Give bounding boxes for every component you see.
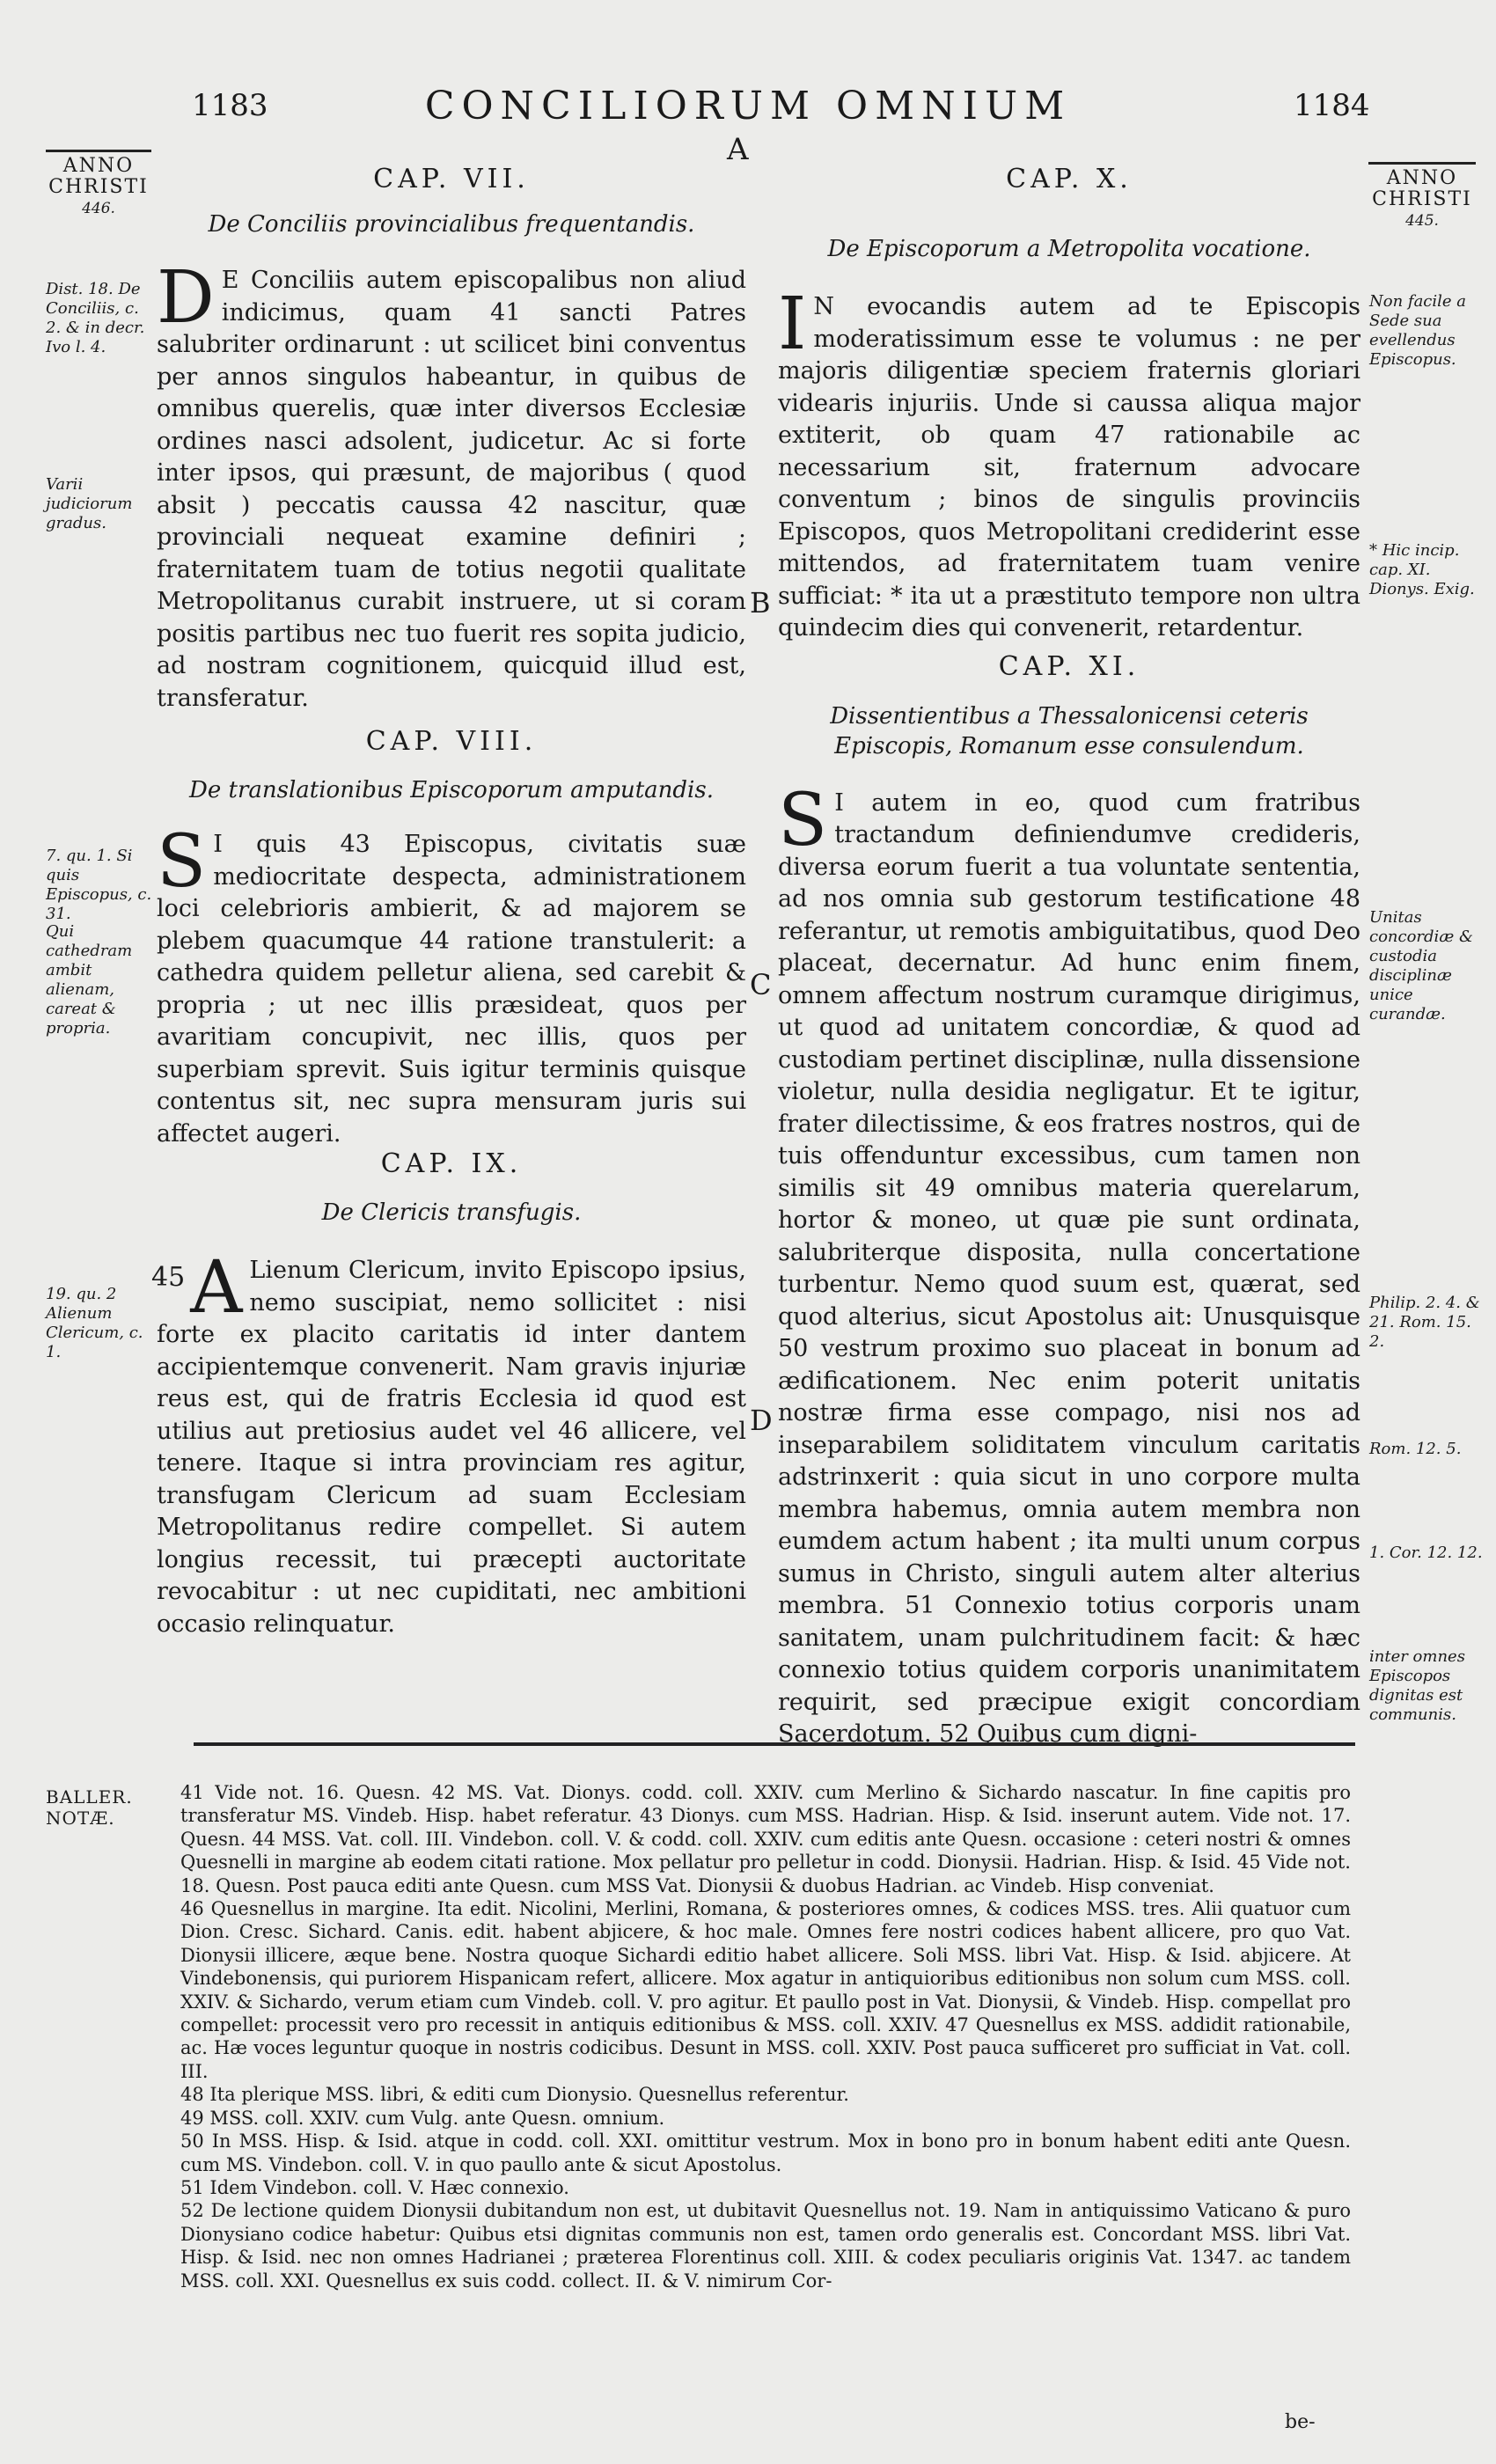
margin-note-left-1: Dist. 18. De Conciliis, c. 2. & in decr. Ivo l. 4. [46, 280, 145, 356]
cap10-heading: CAP. X. [1006, 164, 1133, 194]
cap9-initial: A [190, 1246, 243, 1330]
cap8-text: S I quis 43 Episcopus, civitatis suæ mediocritate despecta, administrationem loci celebrioris ambierit, & ad majorem se plebem quacumque 44 ratione transtulerit: a cathedra quidem pelletur aliena, sed carebit & propria ; ut nec illis præsideat, quos per avaritiam concupivit, nec illis, quos per superbiam sprevit. Suis igitur terminis quisque contentus sit, nec supra mensuram juris sui affectet augeri. [157, 820, 746, 1148]
page-number-right: 1184 [1294, 88, 1370, 123]
footnote-paragraph: 50 In MSS. Hisp. & Isid. atque in codd. coll. XXI. omittitur vestrum. Mox in bono pro in bonum habent editi ante Quesn. cum MS. Vindebon. coll. V. in quo paullo ante & sicut Apostolus. [180, 2130, 1351, 2175]
footnote-paragraph: 51 Idem Vindebon. coll. V. Hæc connexio. [180, 2176, 569, 2198]
footnote-rule [194, 1742, 1355, 1746]
left-column-cap9 [151, 1148, 746, 1640]
section-marker-b: B [750, 586, 771, 620]
cap9-heading: CAP. IX. [380, 1148, 523, 1179]
cap7-initial: D [157, 256, 215, 340]
page-number-left: 1183 [192, 88, 268, 123]
margin-note-left-5: 19. qu. 2 Alienum Clericum, c. 1. [46, 1285, 143, 1361]
cap8-subtitle: De translationibus Episcoporum amputandis. [189, 776, 714, 803]
cap11-heading: CAP. XI. [998, 651, 1140, 682]
running-title: CONCILIORUM OMNIUM [424, 84, 1072, 128]
cap8-initial: S [157, 820, 207, 904]
cap9-text: 45 A Lienum Clericum, invito Episcopo ipsius, nemo suscipiat, nemo sollicitet : nisi forte ex placito caritatis id inter dantem accipientemque convenerit. Nam gravis injuriæ reus est, qui de fratris Ecclesia id quod est utilius aut pretiosius audet vel 46 allicere, vel tenere. Itaque si intra provinciam res agitur, transfugam Clericum ad suam Ecclesiam Metropolitanus redire compellet. Si autem longius recessit, tui præcepti auctoritate revocabitur : ut nec cupiditati, nec ambitioni occasio relinquatur. [151, 1246, 746, 1638]
margin-note-right-2: * Hic incip. cap. XI. Dionys. Exig. [1369, 541, 1475, 598]
footnote-paragraph: 41 Vide not. 16. Quesn. 42 MS. Vat. Dionys. codd. coll. XXIV. cum Merlino & Sichardo nascatur. In fine capitis pro transferatur MS. Vindeb. Hisp. habet referatur. 43 Dionys. cum MSS. Hadrian. Hisp. & Isid. inserunt autem. Vide not. 17. Quesn. 44 MSS. Vat. coll. III. Vindebon. coll. V. & codd. coll. XXIV. cum editis ante Quesn. occasione : ceteri nostri & omnes Quesnelli in margine ab eodem citati ratione. Mox pellatur pro pelletur in codd. Dionysii. Hadrian. Hisp. & Isid. 45 Vide not. 18. Quesn. Post pauca editi ante Quesn. cum MSS Vat. Dionysii & duobus Hadrian. ac Vindeb. Hisp conveniat. [180, 1782, 1351, 1896]
catchword: be- [1285, 2411, 1316, 2433]
section-marker-d: D [750, 1404, 773, 1437]
cap11-initial: S [778, 778, 828, 862]
section-marker-a: A [727, 132, 749, 167]
cap10-subtitle: De Episcoporum a Metropolita vocatione. [827, 235, 1311, 262]
margin-note-right-1: Non facile a Sede sua evellendus Episcopus. [1369, 292, 1466, 369]
margin-note-right-6: 1. Cor. 12. 12. [1369, 1544, 1483, 1562]
cap7-text: D E Conciliis autem episcopalibus non aliud indicimus, quam 41 sancti Patres salubriter ordinarunt : ut scilicet bini conventus per annos singulos habeantur, in quibus de omnibus querelis, quæ inter diversos Ecclesiæ ordines nasci adsolent, judicetur. Ac si forte inter ipsos, qui præsunt, de majoribus ( quod absit ) peccatis caussa 42 nascitur, quæ provinciali nequeat examine definiri ; fraternitatem tuam de totius negotii qualitate Metropolitanus curabit instruere, ut si coram positis partibus nec tuo fuerit res sopita judicio, ad nostram cognitionem, quicquid illud est, transferatur. [157, 256, 746, 712]
cap10-initial: I [778, 282, 807, 366]
cap7-heading: CAP. VII. [373, 164, 530, 194]
cap7-subtitle: De Conciliis provincialibus frequentandis. [208, 210, 695, 238]
footnotes [180, 1781, 1351, 2292]
margin-note-right-3: Unitas concordiæ & custodia disciplinæ unice curandæ. [1369, 908, 1473, 1023]
footnote-paragraph: 46 Quesnellus in margine. Ita edit. Nicolini, Merlini, Romana, & posteriores omnes, & codices MSS. tres. Alii quatuor cum Dion. Cresc. Sichard. Canis. edit. habent abjicere, & hoc male. Omnes fere nostri codices habent allicere, pro quo Vat. Dionysii illicere, æque bene. Nostra quoque Sichardi editio habet allicere. Soli MSS. libri Vat. Hisp. & Isid. abjicere. At Vindebonensis, qui puriorem Hispanicam refert, allicere. Mox agatur in antiquioribus editionibus non solum cum MSS. coll. XXIV. & Sichardo, verum etiam cum Vindeb. coll. V. pro agitur. Et paullo post in Vat. Dionysii, & Vindeb. Hisp. compellat pro compellet: processit vero pro recessit in antiquis editionibus & MSS. coll. XXIV. 47 Quesnellus ex MSS. addidit rationabile, ac. Hæ voces leguntur quoque in nostris codicibus. Desunt in MSS. coll. XXIV. Post pauca sufficeret pro sufficiat in Vat. coll. III. [180, 1898, 1351, 2082]
footnote-paragraph: 48 Ita plerique MSS. libri, & editi cum Dionysio. Quesnellus referentur. [180, 2084, 849, 2106]
left-column-cap8 [157, 726, 746, 1150]
cap10-text: I N evocandis autem ad te Episcopis moderatissimum esse te volumus : ne per majoris diligentiæ speciem fraternis gloriari videaris injuriis. Unde si caussa aliqua major extiterit, ob quam 47 rationabile ac necessarium sit, fraternum advocare conventum ; binos de singulis provinciis Episcopos, quos Metropolitani crediderint esse mittendos, ad fraternitatem tuam venire sufficiat: * ita ut a præstituto tempore non ultra quindecim dies qui convenerit, retardentur. [778, 282, 1360, 642]
cap9-subtitle: De Clericis transfugis. [321, 1199, 582, 1226]
margin-note-left-3: 7. qu. 1. Si quis Episcopus, c. 31. [46, 847, 152, 923]
left-column [157, 164, 746, 715]
margin-note-left-4: Qui cathedram ambit alienam, careat & propria. [46, 922, 133, 1038]
anno-christi-right: ANNO CHRISTI 445. [1368, 162, 1476, 231]
margin-note-left-2: Varii judiciorum gradus. [46, 475, 133, 532]
right-column-cap10 [778, 164, 1360, 645]
margin-note-right-5: Rom. 12. 5. [1369, 1440, 1462, 1458]
cap11-subtitle: Dissentientibus a Thessalonicensi ceteris Episcopis, Romanum esse consulendum. [830, 702, 1309, 759]
cap11-text: S I autem in eo, quod cum fratribus tractandum definiendumve credideris, diversa eorum fuerit a tua voluntate sententia, ad nos omnia sub gestorum testificatione 48 referantur, ut remotis ambiguitatibus, quod Deo placeat, decernatur. Ad hunc enim finem, omnem affectum nostrum curamque dirigimus, ut quod ad unitatem concordiæ, & quod ad custodiam pertinet disciplinæ, nulla dissensione violetur, nulla desidia negligatur. Et te igitur, frater dilectissime, & eos fratres nostros, qui de tuis offenduntur excessibus, cum tamen non similis sit 49 omnibus materia querelarum, hortor & moneo, ut quæ pie sunt ordinata, salubriterque disposita, nulla concertatione turbentur. Nemo quod suum est, quærat, sed quod alterius, sicut Apostolus ait: Unusquisque 50 vestrum proximo suo placeat in bonum ad ædificationem. Nec enim poterit unitatis nostræ firma esse compago, nisi nos ad inseparabilem soliditatem vinculum caritatis adstrinxerit : quia sicut in uno corpore multa membra habemus, omnia autem membra non eumdem actum habent ; ita multi unum corpus sumus in Christo, singuli autem alter alterius membra. 51 Connexio totius corporis unam sanitatem, unam pulchritudinem facit: & hæc connexio totius quidem corporis unanimitatem requirit, sed præcipue exigit concordiam Sacerdotum. 52 Quibus cum digni- [778, 778, 1360, 1748]
right-column-cap11 [778, 651, 1360, 1751]
cap8-heading: CAP. VIII. [365, 726, 538, 757]
footnote-paragraph: 52 De lectione quidem Dionysii dubitandum non est, ut dubitavit Quesnellus not. 19. Nam in antiquissimo Vaticano & puro Dionysiano codice habetur: Quibus etsi dignitas communis non est, tamen ordo generalis est. Concordant MSS. libri Vat. Hisp. & Isid. nec non omnes Hadrianei ; præterea Florentinus coll. XIII. & codex peculiaris originis Vat. 1347. ac tandem MSS. coll. XXI. Quesnellus ex suis codd. collect. II. & V. nimirum Cor- [180, 2200, 1351, 2292]
footnote-paragraph: 49 MSS. coll. XXIV. cum Vulg. ante Quesn. omnium. [180, 2107, 665, 2129]
notes-label: BALLER. NOTÆ. [46, 1786, 133, 1829]
margin-note-right-4: Philip. 2. 4. & 21. Rom. 15. 2. [1369, 1294, 1480, 1351]
margin-note-right-7: inter omnes Episcopos dignitas est communis. [1369, 1647, 1465, 1724]
section-marker-c: C [750, 968, 772, 1001]
anno-christi-left: ANNO CHRISTI 446. [46, 150, 151, 219]
cap9-note-number: 45 [151, 1262, 186, 1293]
